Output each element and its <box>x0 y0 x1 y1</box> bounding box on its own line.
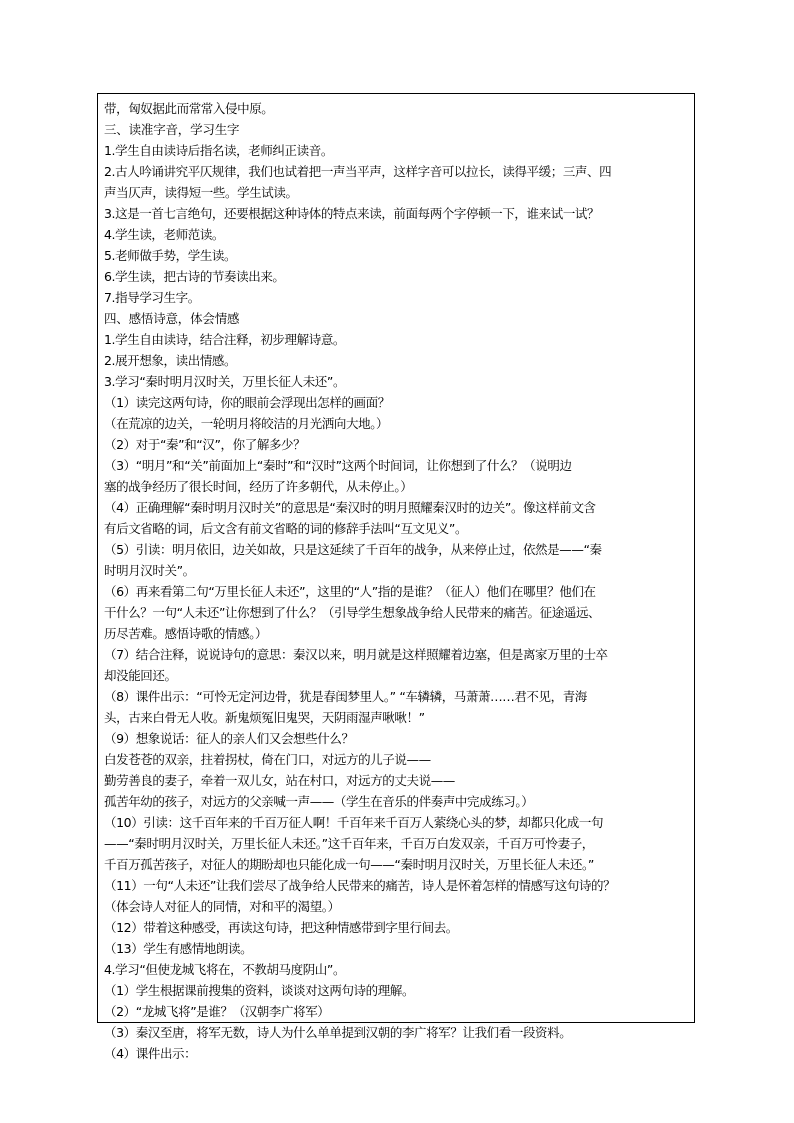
text-line: 6.学生读，把古诗的节奏读出来。 <box>104 269 285 284</box>
text-line: 塞的战争经历了很长时间，经历了许多朝代，从未停止。） <box>104 479 413 494</box>
text-line: （9）想象说话：征人的亲人们又会想些什么？ <box>104 731 354 746</box>
text-line: 3.学习“秦时明月汉时关，万里长征人未还”。 <box>104 374 346 389</box>
text-line: 干什么？一句“人未还”让你想到了什么？（引导学生想象战争给人民带来的痛苦。征途遥远、 <box>104 605 601 620</box>
text-line: （4）正确理解“秦时明月汉时关”的意思是“秦汉时的明月照耀秦汉时的边关”。像这样前文含 <box>104 500 596 515</box>
text-line: ——“秦时明月汉时关，万里长征人未还。”这千百年来，千百万白发双亲，千百万可怜妻子， <box>104 836 594 851</box>
section-heading: 三、读准字音，学习生字 <box>104 122 240 137</box>
text-line: 却没能回还。 <box>104 668 177 683</box>
text-line: 历尽苦难。感悟诗歌的情感。） <box>104 626 268 641</box>
text-line: （2）对于“秦”和“汉”，你了解多少？ <box>104 437 306 452</box>
text-line: 勤劳善良的妻子，牵着一双儿女，站在村口，对远方的丈夫说—— <box>104 773 455 788</box>
text-line: （3）“明月”和“关”前面加上“秦时”和“汉时”这两个时间词，让你想到了什么？（说明边 <box>104 458 572 473</box>
text-line: （7）结合注释，说说诗句的意思：秦汉以来，明月就是这样照耀着边塞，但是离家万里的士卒 <box>104 647 608 662</box>
section-heading: 四、感悟诗意，体会情感 <box>104 311 240 326</box>
text-line: 5.老师做手势，学生读。 <box>104 248 237 263</box>
text-line: （体会诗人对征人的同情，对和平的渴望。） <box>104 899 340 914</box>
text-line: （在荒凉的边关，一轮明月将皎洁的月光洒向大地。） <box>104 416 389 431</box>
text-line: 有后文省略的词，后文含有前文省略的词的修辞手法叫“互文见义”。 <box>104 521 468 536</box>
text-line: 2.古人吟诵讲究平仄规律，我们也试着把一声当平声，这样字音可以拉长，读得平缓；三声、四 <box>104 164 612 179</box>
text-line: 2.展开想象，读出情感。 <box>104 353 237 368</box>
text-line: 3.这是一首七言绝句，还要根据这种诗体的特点来读，前面每两个字停顿一下，谁来试一试？ <box>104 206 600 221</box>
text-line: 白发苍苍的双亲，拄着拐杖，倚在门口，对远方的儿子说—— <box>104 752 431 767</box>
text-line: （4）课件出示： <box>104 1046 197 1061</box>
text-line: 1.学生自由读诗后指名读，老师纠正读音。 <box>104 143 333 158</box>
text-line: 千百万孤苦孩子，对征人的期盼却也只能化成一句——“秦时明月汉时关，万里长征人未还。” <box>104 857 594 872</box>
text-line: 孤苦年幼的孩子，对远方的父亲喊一声——（学生在音乐的伴奏声中完成练习。） <box>104 794 534 809</box>
text-line: （8）课件出示：“可怜无定河边骨，犹是春闺梦里人。” “车辚辚，马萧萧……君不见，青海 <box>104 689 587 704</box>
text-line: 4.学生读，老师范读。 <box>104 227 225 242</box>
text-line: （12）带着这种感受，再读这句诗，把这种情感带到字里行间去。 <box>104 920 458 935</box>
text-line: 带，匈奴据此而常常入侵中原。 <box>104 101 274 116</box>
text-line: （6）再来看第二句“万里长征人未还”，这里的“人”指的是谁？（征人）他们在哪里？他们在 <box>104 584 596 599</box>
text-line: （5）引读：明月依旧，边关如故，只是这延续了千百年的战争，从来停止过，依然是——“秦 <box>104 542 602 557</box>
text-line: （13）学生有感情地朗读。 <box>104 941 253 956</box>
text-line: （2）“龙城飞将”是谁？（汉朝李广将军） <box>104 1004 330 1019</box>
text-line: 头，古来白骨无人收。新鬼烦冤旧鬼哭，天阴雨湿声啾啾！” <box>104 710 425 725</box>
text-line: （1）读完这两句诗，你的眼前会浮现出怎样的画面？ <box>104 395 390 410</box>
text-line: （1）学生根据课前搜集的资料，谈谈对这两句诗的理解。 <box>104 983 415 998</box>
text-line: 1.学生自由读诗，结合注释，初步理解诗意。 <box>104 332 346 347</box>
lesson-plan-table-cell <box>97 93 695 1061</box>
text-line: （10）引读：这千百年来的千百万征人啊！千百年来千百万人萦绕心头的梦，却都只化成一句 <box>104 815 604 830</box>
text-line: （11）一句“人未还”让我们尝尽了战争给人民带来的痛苦，诗人是怀着怎样的情感写这句诗的？ <box>104 878 616 893</box>
text-line: 7.指导学习生字。 <box>104 290 200 305</box>
text-line: 时明月汉时关”。 <box>104 563 195 578</box>
text-line: 4.学习“但使龙城飞将在，不教胡马度阴山”。 <box>104 962 346 977</box>
text-line: （3）秦汉至唐，将军无数，诗人为什么单单提到汉朝的李广将军？让我们看一段资料。 <box>104 1025 572 1040</box>
text-line: 声当仄声，读得短一些。学生试读。 <box>104 185 298 200</box>
